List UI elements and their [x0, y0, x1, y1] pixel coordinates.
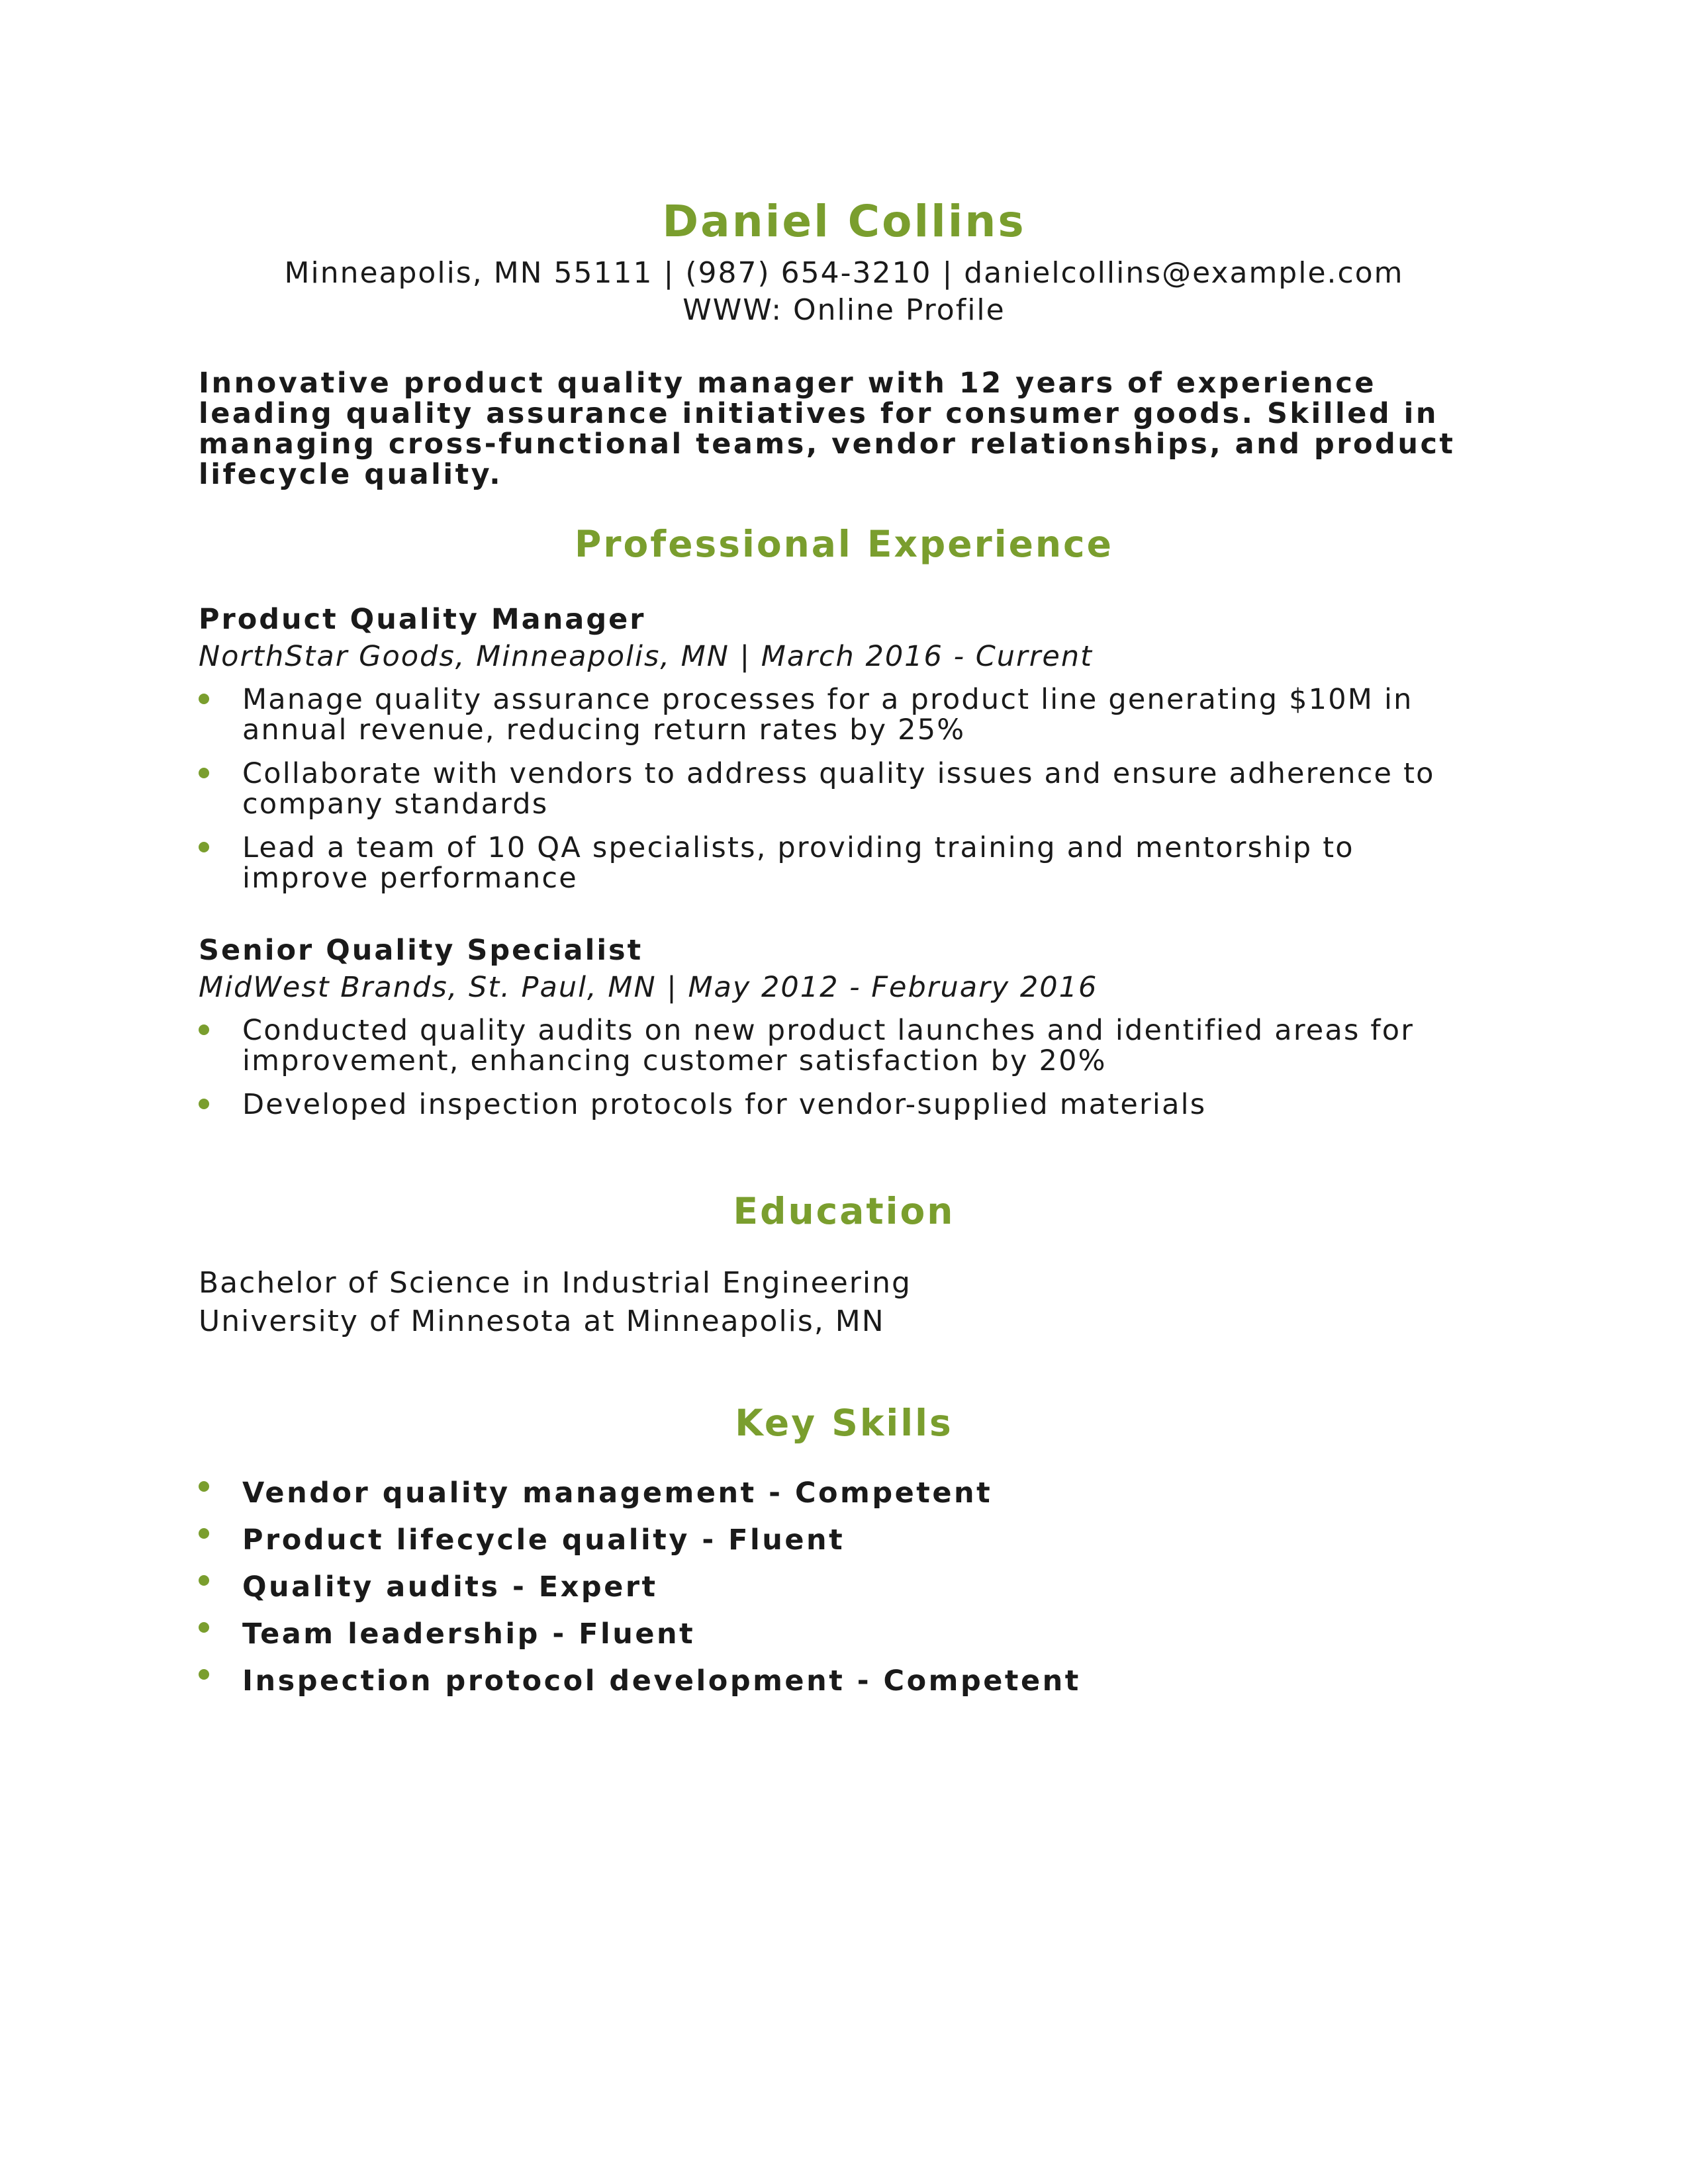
- school: University of Minnesota at Minneapolis, MN: [199, 1304, 885, 1338]
- bullet-icon: [199, 768, 209, 778]
- degree: Bachelor of Science in Industrial Engineering: [199, 1266, 912, 1300]
- job-bullet-text: Conducted quality audits on new product launches and identified areas for improvement, enhancing customer satisfaction by 20%: [242, 1014, 1415, 1077]
- bullet-icon: [199, 694, 209, 704]
- job-employer-dates: NorthStar Goods, Minneapolis, MN | March 2016 - Current: [199, 640, 1093, 673]
- bullet-icon: [199, 1099, 209, 1109]
- job-bullet-text: Developed inspection protocols for vendor-supplied materials: [242, 1088, 1207, 1121]
- bullet-icon: [199, 1622, 209, 1633]
- job-entry: [199, 932, 1489, 1133]
- section-title-experience: Professional Experience: [575, 523, 1113, 565]
- bullet-icon: [199, 1528, 209, 1539]
- education-entry: [199, 1264, 1489, 1341]
- bullet-icon: [199, 1575, 209, 1586]
- professional-summary: Innovative product quality manager with 12 years of experience leading quality assurance initiatives for consumer goods. Skilled in managing cross-functional teams, vendor relationships, and product lifecycle quality.: [199, 367, 1456, 491]
- bullet-icon: [199, 1024, 209, 1035]
- contact-info: Minneapolis, MN 55111 | (987) 654-3210 | danielcollins@example.com: [284, 256, 1404, 290]
- section-title-skills: Key Skills: [735, 1402, 953, 1444]
- job-title: Senior Quality Specialist: [199, 934, 643, 967]
- job-title: Product Quality Manager: [199, 603, 646, 636]
- candidate-name: Daniel Collins: [662, 196, 1026, 247]
- skill-item: [199, 1571, 1489, 1603]
- skills-list: [199, 1477, 1489, 1712]
- skill-text: Product lifecycle quality - Fluent: [242, 1524, 845, 1557]
- section-title-education: Education: [733, 1190, 955, 1232]
- skill-item: [199, 1618, 1489, 1650]
- skill-item: [199, 1665, 1489, 1697]
- skill-item: [199, 1477, 1489, 1509]
- job-entry: [199, 601, 1489, 907]
- bullet-icon: [199, 1481, 209, 1492]
- bullet-icon: [199, 1669, 209, 1680]
- job-bullet: [199, 684, 1489, 745]
- skill-text: Inspection protocol development - Competent: [242, 1664, 1081, 1698]
- job-bullet-text: Collaborate with vendors to address quality issues and ensure adherence to company standards: [242, 757, 1435, 821]
- online-profile-link[interactable]: WWW: Online Profile: [682, 293, 1006, 327]
- job-bullet: [199, 1089, 1489, 1120]
- skill-text: Quality audits - Expert: [242, 1570, 658, 1604]
- job-bullets: [199, 684, 1489, 893]
- job-bullet: [199, 1015, 1489, 1076]
- skill-text: Vendor quality management - Competent: [242, 1477, 993, 1510]
- job-bullets: [199, 1015, 1489, 1120]
- resume-page: [199, 0, 1489, 2184]
- job-bullet-text: Manage quality assurance processes for a product line generating $10M in annual revenue, reducing return rates by 25%: [242, 683, 1413, 747]
- bullet-icon: [199, 842, 209, 852]
- job-bullet: [199, 758, 1489, 819]
- skill-item: [199, 1524, 1489, 1556]
- job-bullet-text: Lead a team of 10 QA specialists, providing training and mentorship to improve performance: [242, 831, 1354, 895]
- job-employer-dates: MidWest Brands, St. Paul, MN | May 2012 - February 2016: [199, 971, 1098, 1004]
- job-bullet: [199, 833, 1489, 893]
- skill-text: Team leadership - Fluent: [242, 1617, 696, 1651]
